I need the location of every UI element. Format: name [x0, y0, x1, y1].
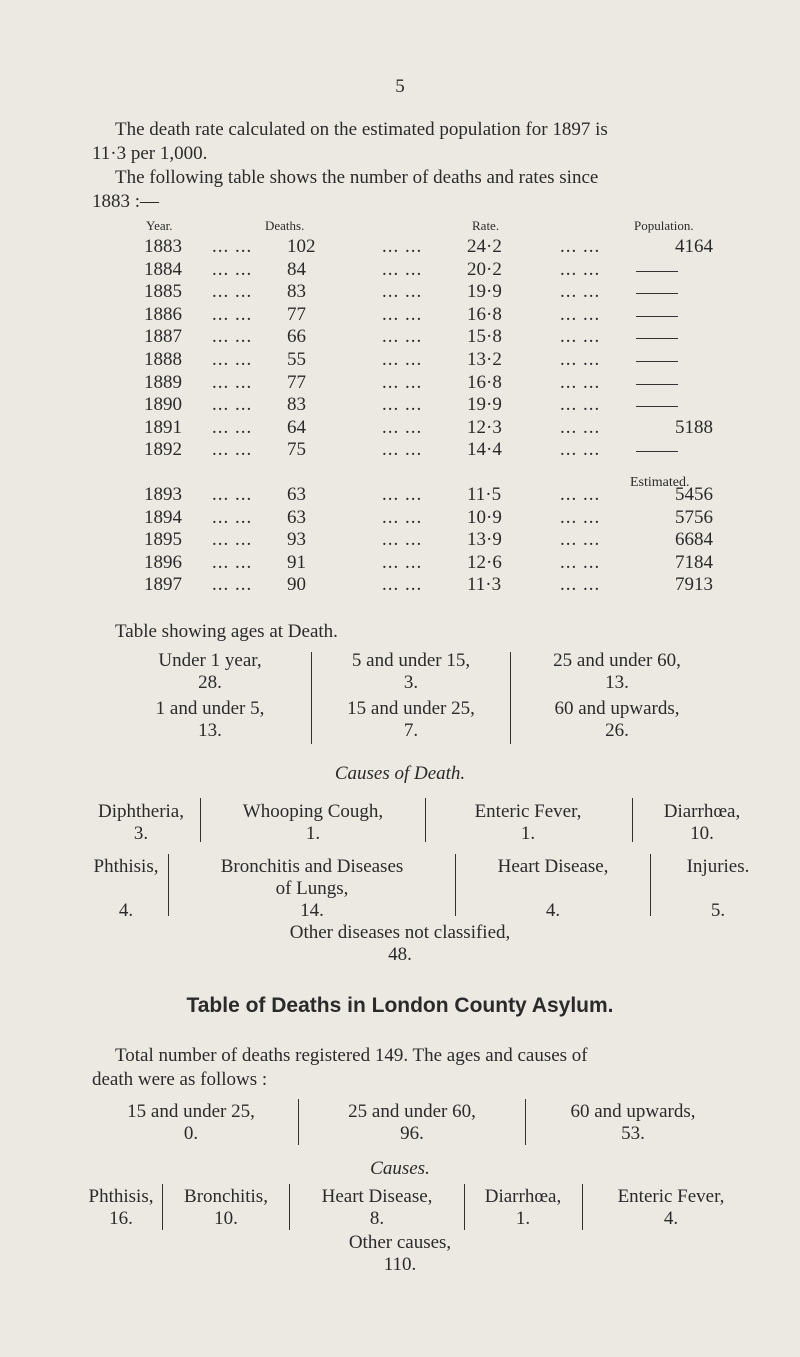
leader-dots: ... ... [382, 506, 423, 528]
asylum-cause-other-value: 110. [383, 1254, 417, 1275]
year-cell: 1897 [144, 574, 182, 596]
divider [425, 798, 426, 842]
header-year: Year. [146, 218, 173, 233]
table-row [0, 304, 800, 327]
divider [455, 854, 456, 916]
year-cell: 1889 [144, 371, 182, 393]
year-cell: 1887 [144, 326, 182, 348]
deaths-cell: 63 [287, 506, 306, 528]
age-5-to-15-value: 3. [403, 672, 419, 693]
table-row [0, 259, 800, 282]
asylum-cause-label: Enteric Fever, [617, 1186, 725, 1207]
age-1-to-5-value: 13. [198, 720, 222, 741]
divider [525, 1099, 526, 1145]
cause-other-value: 48. [388, 944, 412, 965]
age-60-up-label: 60 and upwards, [554, 698, 680, 719]
deaths-cell: 75 [287, 439, 306, 461]
leader-dots: ... ... [560, 551, 601, 573]
asylum-title: Table of Deaths in London County Asylum. [186, 994, 614, 1017]
population-cell: 6684 [675, 529, 713, 551]
cause-phthisis-label: Phthisis, [93, 856, 159, 877]
deaths-cell: 63 [287, 484, 306, 505]
population-dash [636, 271, 678, 272]
cause-diarrhoea-label: Diarrhœa, [663, 801, 741, 822]
cause-heart-label: Heart Disease, [497, 856, 609, 877]
age-under-1-label: Under 1 year, [158, 650, 262, 671]
leader-dots: ... ... [212, 551, 253, 573]
leader-dots: ... ... [560, 371, 601, 393]
population-cell: 7184 [675, 551, 713, 573]
cause-whooping-cough [202, 801, 424, 845]
deaths-cell: 77 [287, 371, 306, 393]
population-dash [636, 384, 678, 385]
cause-bronchitis-label-2: of Lungs, [275, 878, 349, 899]
rate-cell: 14·4 [467, 439, 502, 461]
cause-enteric-fever-value: 1. [520, 823, 536, 844]
deaths-cell: 84 [287, 258, 306, 280]
asylum-cause-value: 4. [663, 1208, 679, 1229]
leader-dots: ... ... [382, 236, 423, 257]
rate-cell: 16·8 [467, 303, 502, 325]
deaths-cell: 91 [287, 551, 306, 573]
rate-cell: 11·5 [467, 484, 502, 505]
year-cell: 1894 [144, 506, 182, 528]
divider [311, 652, 312, 744]
cause-whooping-cough-label: Whooping Cough, [242, 801, 384, 822]
divider [650, 854, 651, 916]
population-dash [636, 293, 678, 294]
asylum-cause-other-label: Other causes, [348, 1232, 452, 1253]
leader-dots: ... ... [382, 574, 423, 596]
deaths-cell: 83 [287, 281, 306, 303]
deaths-cell: 64 [287, 416, 306, 438]
leader-dots: ... ... [212, 281, 253, 303]
asylum-cause-value: 1. [515, 1208, 531, 1229]
age-25-to-60-value: 13. [605, 672, 629, 693]
cause-other-label: Other diseases not classified, [289, 922, 511, 943]
rate-cell: 12·6 [467, 551, 502, 573]
divider [289, 1184, 290, 1230]
population-cell: 5188 [675, 416, 713, 438]
deaths-cell: 93 [287, 529, 306, 551]
asylum-cause-enteric-fever [584, 1186, 758, 1230]
divider [582, 1184, 583, 1230]
rate-cell: 20·2 [467, 258, 502, 280]
cause-diphtheria-label: Diphtheria, [97, 801, 184, 822]
cause-diphtheria-value: 3. [133, 823, 149, 844]
leader-dots: ... ... [382, 439, 423, 461]
asylum-age-value: 53. [621, 1123, 645, 1144]
population-cell: 4164 [675, 236, 713, 257]
asylum-age-25-to-60 [300, 1101, 524, 1145]
age-25-to-60-label: 25 and under 60, [553, 650, 681, 671]
table-row [0, 417, 800, 440]
leader-dots: ... ... [212, 484, 253, 505]
rate-cell: 13·2 [467, 349, 502, 370]
table-row [0, 439, 800, 462]
year-cell: 1893 [144, 484, 182, 505]
leader-dots: ... ... [382, 416, 423, 438]
age-15-to-25-value: 7. [403, 720, 419, 741]
table-row [0, 394, 800, 417]
rate-cell: 19·9 [467, 394, 502, 416]
age-15-to-25 [313, 698, 509, 742]
asylum-cause-label: Diarrhœa, [484, 1186, 562, 1207]
population-dash [636, 451, 678, 452]
leader-dots: ... ... [382, 551, 423, 573]
asylum-cause-other [0, 1232, 800, 1276]
rate-cell: 15·8 [467, 326, 502, 348]
year-cell: 1885 [144, 281, 182, 303]
leader-dots: ... ... [560, 416, 601, 438]
cause-whooping-cough-value: 1. [305, 823, 321, 844]
age-5-to-15 [313, 650, 509, 694]
population-cell: 7913 [675, 574, 713, 596]
year-cell: 1888 [144, 349, 182, 370]
asylum-age-label: 60 and upwards, [570, 1101, 696, 1122]
population-dash [636, 361, 678, 362]
cause-bronchitis-value: 14. [300, 900, 324, 921]
leader-dots: ... ... [560, 506, 601, 528]
cause-phthisis-value: 4. [118, 900, 134, 921]
deaths-cell: 83 [287, 394, 306, 416]
age-1-to-5-label: 1 and under 5, [155, 698, 265, 719]
deaths-cell: 102 [287, 236, 316, 257]
leader-dots: ... ... [382, 529, 423, 551]
rate-cell: 13·9 [467, 529, 502, 551]
asylum-cause-label: Bronchitis, [184, 1186, 268, 1207]
leader-dots: ... ... [560, 574, 601, 596]
age-1-to-5 [110, 698, 310, 742]
leader-dots: ... ... [560, 439, 601, 461]
year-cell: 1891 [144, 416, 182, 438]
population-dash [636, 406, 678, 407]
asylum-age-value: 96. [400, 1123, 424, 1144]
estimated-label: Estimated. [630, 475, 690, 490]
asylum-cause-label: Phthisis, [88, 1186, 154, 1207]
cause-phthisis [86, 856, 166, 922]
leader-dots: ... ... [382, 349, 423, 370]
leader-dots: ... ... [382, 371, 423, 393]
age-60-up [512, 698, 722, 742]
leader-dots: ... ... [382, 326, 423, 348]
asylum-cause-value: 16. [109, 1208, 133, 1229]
intro-line-2: 11·3 per 1,000. [92, 143, 208, 164]
asylum-cause-diarrhoea [466, 1186, 580, 1230]
leader-dots: ... ... [560, 529, 601, 551]
cause-diarrhoea-value: 10. [690, 823, 714, 844]
population-dash [636, 338, 678, 339]
header-population: Population. [634, 218, 694, 233]
asylum-cause-heart [291, 1186, 463, 1230]
year-cell: 1895 [144, 529, 182, 551]
leader-dots: ... ... [560, 394, 601, 416]
rate-cell: 11·3 [467, 574, 502, 596]
deaths-cell: 55 [287, 349, 306, 370]
leader-dots: ... ... [212, 439, 253, 461]
leader-dots: ... ... [212, 326, 253, 348]
deaths-cell: 77 [287, 303, 306, 325]
asylum-age-label: 15 and under 25, [127, 1101, 255, 1122]
leader-dots: ... ... [212, 529, 253, 551]
rate-cell: 10·9 [467, 506, 502, 528]
age-under-1 [110, 650, 310, 694]
asylum-age-label: 25 and under 60, [348, 1101, 476, 1122]
population-dash [636, 316, 678, 317]
table-row [0, 507, 800, 530]
leader-dots: ... ... [212, 371, 253, 393]
divider [510, 652, 511, 744]
cause-diphtheria [86, 801, 196, 845]
year-cell: 1883 [144, 236, 182, 257]
divider [632, 798, 633, 842]
header-rate: Rate. [472, 218, 500, 233]
cause-injuries [652, 856, 784, 922]
ages-intro: Table showing ages at Death. [115, 621, 338, 642]
asylum-total-line-2: death were as follows : [92, 1069, 268, 1090]
asylum-age-60-up [527, 1101, 739, 1145]
leader-dots: ... ... [382, 484, 423, 505]
leader-dots: ... ... [382, 303, 423, 325]
table-row [0, 349, 800, 372]
table-row [0, 529, 800, 552]
deaths-cell: 66 [287, 326, 306, 348]
table-row [0, 281, 800, 304]
divider [162, 1184, 163, 1230]
divider [464, 1184, 465, 1230]
leader-dots: ... ... [560, 326, 601, 348]
causes-heading: Causes of Death. [334, 763, 466, 784]
age-60-up-value: 26. [605, 720, 629, 741]
asylum-causes-heading: Causes. [370, 1158, 430, 1179]
header-deaths: Deaths. [265, 218, 305, 233]
leader-dots: ... ... [212, 258, 253, 280]
cause-heart [457, 856, 649, 922]
age-under-1-value: 28. [198, 672, 222, 693]
asylum-cause-label: Heart Disease, [321, 1186, 433, 1207]
leader-dots: ... ... [212, 394, 253, 416]
leader-dots: ... ... [560, 236, 601, 257]
leader-dots: ... ... [560, 484, 601, 505]
leader-dots: ... ... [212, 574, 253, 596]
asylum-total-line-1: Total number of deaths registered 149. The ages and causes of [115, 1045, 588, 1066]
divider [168, 854, 169, 916]
cause-bronchitis [170, 856, 454, 922]
cause-bronchitis-label: Bronchitis and Diseases [220, 856, 404, 877]
asylum-cause-value: 10. [214, 1208, 238, 1229]
page-number: 5 [395, 76, 405, 97]
intro-line-4: 1883 :— [92, 191, 160, 212]
leader-dots: ... ... [560, 281, 601, 303]
rate-cell: 24·2 [467, 236, 502, 257]
leader-dots: ... ... [560, 258, 601, 280]
rate-cell: 12·3 [467, 416, 502, 438]
leader-dots: ... ... [212, 349, 253, 370]
leader-dots: ... ... [560, 303, 601, 325]
age-5-to-15-label: 5 and under 15, [351, 650, 471, 671]
asylum-cause-phthisis [82, 1186, 160, 1230]
age-15-to-25-label: 15 and under 25, [347, 698, 475, 719]
divider [200, 798, 201, 842]
cause-diarrhoea [634, 801, 770, 845]
table-row [0, 552, 800, 575]
divider [298, 1099, 299, 1145]
leader-dots: ... ... [382, 281, 423, 303]
population-cell: 5456 [675, 484, 713, 505]
asylum-age-15-to-25 [86, 1101, 296, 1145]
rate-cell: 16·8 [467, 371, 502, 393]
leader-dots: ... ... [212, 236, 253, 257]
deaths-cell: 90 [287, 574, 306, 596]
intro-line-1: The death rate calculated on the estimated population for 1897 is [115, 119, 608, 140]
cause-heart-value: 4. [545, 900, 561, 921]
table-row [0, 236, 800, 259]
cause-enteric-fever [427, 801, 629, 845]
table-row [0, 372, 800, 395]
year-cell: 1884 [144, 258, 182, 280]
cause-injuries-label: Injuries. [686, 856, 750, 877]
cause-injuries-value: 5. [710, 900, 726, 921]
population-cell: 5756 [675, 506, 713, 528]
year-cell: 1886 [144, 303, 182, 325]
leader-dots: ... ... [212, 416, 253, 438]
age-25-to-60 [512, 650, 722, 694]
intro-line-3: The following table shows the number of deaths and rates since [115, 167, 599, 188]
cause-other [0, 922, 800, 966]
asylum-cause-bronchitis [164, 1186, 288, 1230]
year-cell: 1896 [144, 551, 182, 573]
leader-dots: ... ... [212, 303, 253, 325]
table-row [0, 326, 800, 349]
rate-cell: 19·9 [467, 281, 502, 303]
year-cell: 1890 [144, 394, 182, 416]
leader-dots: ... ... [560, 349, 601, 370]
asylum-cause-value: 8. [369, 1208, 385, 1229]
asylum-age-value: 0. [183, 1123, 199, 1144]
cause-enteric-fever-label: Enteric Fever, [474, 801, 582, 822]
leader-dots: ... ... [212, 506, 253, 528]
leader-dots: ... ... [382, 258, 423, 280]
table-row [0, 574, 800, 597]
year-cell: 1892 [144, 439, 182, 461]
leader-dots: ... ... [382, 394, 423, 416]
